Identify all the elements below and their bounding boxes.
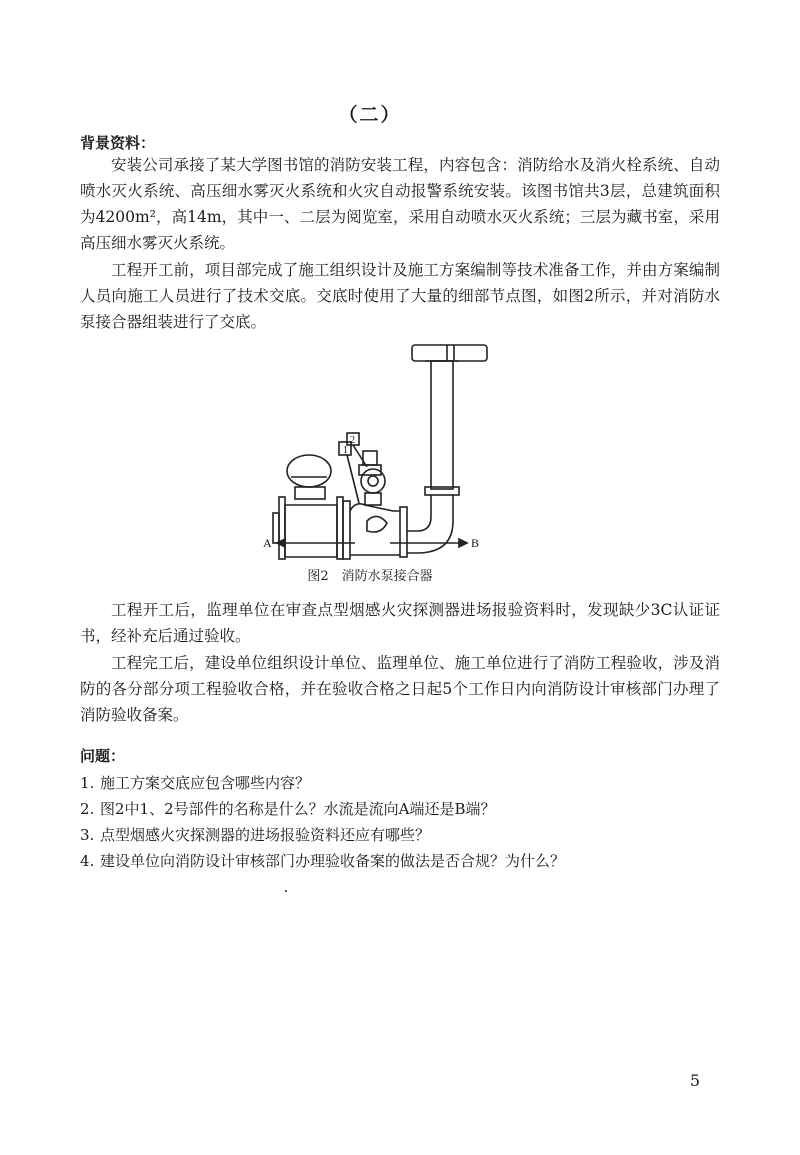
question-number: 3. bbox=[80, 826, 95, 844]
question-number: 4. bbox=[80, 852, 95, 870]
question-number: 2. bbox=[80, 800, 95, 818]
question-item bbox=[80, 848, 720, 874]
question-item bbox=[80, 770, 720, 796]
paragraph-3: 工程开工后，监理单位在审查点型烟感火灾探测器进场报验资料时，发现缺少3C认证证书，经补充后通过验收。 bbox=[80, 601, 720, 645]
end-label-b: B bbox=[471, 536, 480, 550]
question-text: 建设单位向消防设计审核部门办理验收备案的做法是否合规？为什么？ bbox=[100, 852, 566, 870]
background-heading: 背景资料： bbox=[80, 134, 156, 152]
figure-caption: 图2 消防水泵接合器 bbox=[307, 569, 433, 584]
question-text: 点型烟感火灾探测器的进场报验资料还应有哪些？ bbox=[100, 826, 431, 844]
end-label-a: A bbox=[263, 536, 272, 550]
questions-heading: 问题： bbox=[80, 747, 126, 765]
question-text: 施工方案交底应包含哪些内容？ bbox=[100, 774, 311, 792]
question-item bbox=[80, 822, 720, 848]
paragraph-2: 工程开工前，项目部完成了施工组织设计及施工方案编制等技术准备工作，并由方案编制人员向施工人员进行了技术交底。交底时使用了大量的细部节点图，如图2所示，并对消防水泵接合器组装进行了交底。 bbox=[80, 261, 720, 331]
pump-connector-diagram bbox=[255, 335, 515, 560]
pump-connector-figure bbox=[255, 335, 515, 560]
question-number: 1. bbox=[80, 774, 95, 792]
stray-dot bbox=[285, 890, 287, 892]
part-label-2: 2 bbox=[350, 435, 355, 446]
question-text: 图2中1、2号部件的名称是什么？水流是流向A端还是B端？ bbox=[100, 800, 496, 818]
part-label-1: 1 bbox=[343, 445, 348, 456]
question-item bbox=[80, 796, 720, 822]
page-number: 5 bbox=[689, 1071, 700, 1090]
section-title: （二） bbox=[338, 104, 402, 126]
paragraph-1: 安装公司承接了某大学图书馆的消防安装工程，内容包含：消防给水及消火栓系统、自动喷水灭火系统、高压细水雾灭火系统和火灾自动报警系统安装。该图书馆共3层，总建筑面积为4200m²，高14m，其中一、二层为阅览室，采用自动喷水灭火系统；三层为藏书室，采用高压细水雾灭火系统。 bbox=[80, 156, 720, 252]
paragraph-4: 工程完工后，建设单位组织设计单位、监理单位、施工单位进行了消防工程验收，涉及消防的各分部分项工程验收合格，并在验收合格之日起5个工作日内向消防设计审核部门办理了消防验收备案。 bbox=[80, 654, 720, 724]
questions-list bbox=[80, 770, 720, 874]
